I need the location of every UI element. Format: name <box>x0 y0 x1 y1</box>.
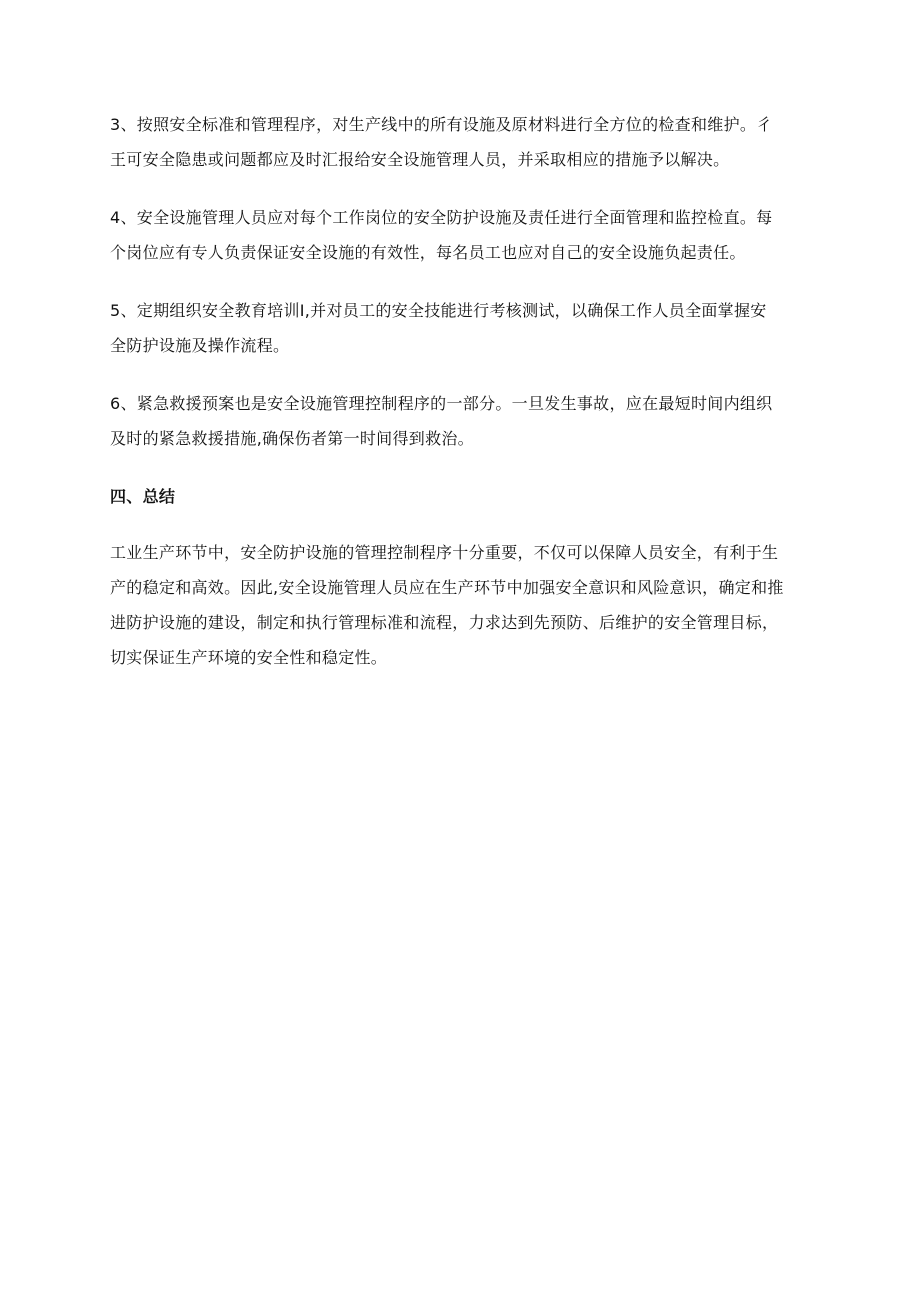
paragraph-line: 3、按照安全标准和管理程序，对生产线中的所有设施及原材料进行全方位的检查和维护。彳 <box>110 115 773 134</box>
paragraph-line: 个岗位应有专人负责保证安全设施的有效性，每名员工也应对自己的安全设施负起责任。 <box>110 243 746 262</box>
summary-paragraph <box>110 535 810 675</box>
paragraph-line: 5、定期组织安全教育培训I,并对员工的安全技能进行考核测试，以确保工作人员全面掌握安 <box>110 301 767 320</box>
paragraph-line: 王可安全隐患或问题都应及时汇报给安全设施管理人员，并采取相应的措施予以解决。 <box>110 150 730 169</box>
paragraph-line: 4、安全设施管理人员应对每个工作岗位的安全防护设施及责任进行全面管理和监控检直。每 <box>110 208 773 227</box>
paragraph-line: 工业生产环节中，安全防护设施的管理控制程序十分重要，不仅可以保障人员安全，有利于生 <box>110 543 779 562</box>
paragraph-line: 6、紧急救援预案也是安全设施管理控制程序的一部分。一旦发生事故，应在最短时间内组织 <box>110 394 773 413</box>
document-body <box>110 107 810 698</box>
paragraph-item-6 <box>110 386 810 456</box>
paragraph-line: 产的稳定和高效。因此,安全设施管理人员应在生产环节中加强安全意识和风险意识，确定和推 <box>110 578 784 597</box>
paragraph-line: 切实保证生产环境的安全性和稳定性。 <box>110 648 388 667</box>
section-heading-summary: 四、总结 <box>110 487 176 506</box>
paragraph-line: 全防护设施及操作流程。 <box>110 336 290 355</box>
paragraph-item-3 <box>110 107 810 177</box>
paragraph-item-4 <box>110 200 810 270</box>
paragraph-line: 进防护设施的建设，制定和执行管理标准和流程，力求达到先预防、后维护的安全管理目标， <box>110 613 779 632</box>
paragraph-line: 及时的紧急救援措施,确保伤者第一时间得到救治。 <box>110 429 474 448</box>
paragraph-item-5 <box>110 293 810 363</box>
